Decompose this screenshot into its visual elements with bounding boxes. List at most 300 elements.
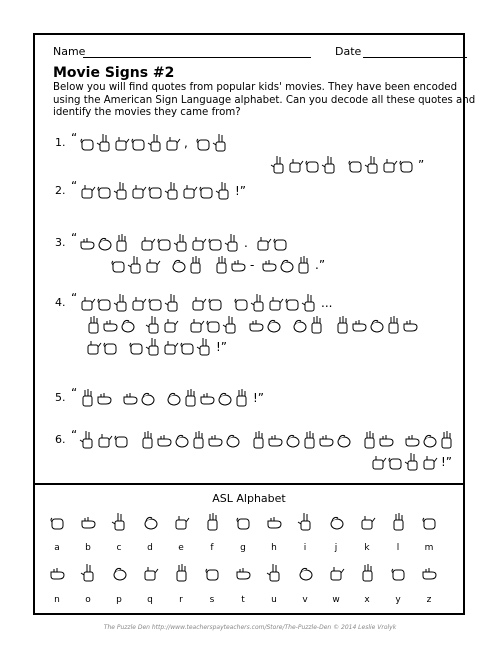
hand-sign-icon xyxy=(205,315,222,335)
hand-sign-glyph xyxy=(162,337,179,357)
hand-sign-icon xyxy=(96,133,113,153)
hand-sign-icon xyxy=(404,430,421,450)
page-title: Movie Signs #2 xyxy=(53,65,175,81)
question-number: 6. xyxy=(55,433,66,446)
hand-sign-icon xyxy=(156,430,173,450)
hand-sign-icon xyxy=(278,255,295,275)
instructions-line: using the American Sign Language alphabet. Can you decode all these quotes and xyxy=(53,94,476,106)
hand-sign-icon xyxy=(182,388,199,408)
hand-sign-glyph xyxy=(145,315,162,335)
hand-sign-glyph xyxy=(147,133,164,153)
alphabet-hand-sign xyxy=(421,511,438,531)
hand-sign-icon xyxy=(421,511,438,533)
hand-sign-glyph xyxy=(265,315,282,335)
alphabet-letter: d xyxy=(147,543,153,553)
punctuation-mark: !” xyxy=(441,455,453,469)
hand-sign-glyph xyxy=(181,181,198,201)
alphabet-letter: x xyxy=(364,595,370,605)
name-label: Name xyxy=(53,45,86,58)
hand-sign-glyph xyxy=(127,255,144,275)
hand-sign-icon xyxy=(421,430,438,450)
hand-sign-glyph xyxy=(224,430,241,450)
alphabet-letter: b xyxy=(85,543,91,553)
alphabet-letter: y xyxy=(395,595,401,605)
hand-sign-glyph xyxy=(404,430,421,450)
alphabet-hand-sign xyxy=(359,511,376,531)
hand-sign-glyph xyxy=(270,155,287,175)
hand-sign-icon xyxy=(170,255,187,275)
alphabet-hand-sign xyxy=(297,562,314,582)
date-label: Date xyxy=(335,45,362,58)
hand-sign-glyph xyxy=(385,315,402,335)
hand-sign-glyph xyxy=(398,155,415,175)
hand-sign-icon xyxy=(164,133,181,153)
hand-sign-icon xyxy=(266,562,283,584)
hand-sign-glyph xyxy=(144,255,161,275)
hand-sign-glyph xyxy=(335,430,352,450)
hand-sign-icon xyxy=(195,133,212,153)
hand-sign-icon xyxy=(96,388,113,408)
hand-sign-glyph xyxy=(207,233,224,253)
alphabet-hand-sign xyxy=(390,562,407,582)
hand-sign-icon xyxy=(390,511,407,533)
hand-sign-icon xyxy=(49,511,66,533)
hand-sign-icon xyxy=(181,181,198,201)
hand-sign-glyph xyxy=(272,233,289,253)
hand-sign-glyph xyxy=(145,337,162,357)
hand-sign-glyph xyxy=(213,255,230,275)
hand-sign-glyph xyxy=(119,315,136,335)
hand-sign-icon xyxy=(190,293,207,313)
hand-sign-glyph xyxy=(164,133,181,153)
hand-sign-icon xyxy=(85,337,102,357)
hand-sign-glyph xyxy=(156,430,173,450)
hand-sign-glyph xyxy=(96,233,113,253)
hand-sign-icon xyxy=(96,181,113,201)
hand-sign-glyph xyxy=(179,337,196,357)
hand-sign-glyph xyxy=(122,388,139,408)
hand-sign-glyph xyxy=(364,155,381,175)
alphabet-hand-sign xyxy=(142,562,159,582)
hand-sign-glyph xyxy=(421,430,438,450)
hand-sign-glyph xyxy=(261,255,278,275)
hand-sign-icon xyxy=(196,337,213,357)
hand-sign-glyph xyxy=(162,315,179,335)
alphabet-hand-sign xyxy=(328,562,345,582)
alphabet-hand-sign xyxy=(297,511,314,531)
hand-sign-glyph xyxy=(215,181,232,201)
hand-sign-icon xyxy=(162,315,179,335)
hand-sign-icon xyxy=(147,293,164,313)
alphabet-hand-sign xyxy=(142,511,159,531)
hand-sign-icon xyxy=(96,293,113,313)
hand-sign-icon xyxy=(173,562,190,584)
hand-sign-icon xyxy=(199,388,216,408)
hand-sign-glyph xyxy=(278,255,295,275)
hand-sign-icon xyxy=(142,562,159,584)
name-field[interactable] xyxy=(83,57,311,58)
alphabet-letter: k xyxy=(364,543,370,553)
alphabet-letter: h xyxy=(271,543,277,553)
hand-sign-glyph xyxy=(250,430,267,450)
hand-sign-icon xyxy=(248,315,265,335)
hand-sign-icon xyxy=(387,452,404,472)
hand-sign-icon xyxy=(122,388,139,408)
hand-sign-glyph xyxy=(387,452,404,472)
alphabet-letter: o xyxy=(85,595,91,605)
hand-sign-icon xyxy=(110,255,127,275)
open-quote-mark: “ xyxy=(71,179,78,193)
hand-sign-icon xyxy=(198,181,215,201)
hand-sign-icon xyxy=(255,233,272,253)
alphabet-letter: q xyxy=(147,595,153,605)
hand-sign-glyph xyxy=(128,337,145,357)
date-field[interactable] xyxy=(363,57,467,58)
hand-sign-icon xyxy=(404,452,421,472)
hand-sign-glyph xyxy=(207,293,224,313)
hand-sign-glyph xyxy=(212,133,229,153)
hand-sign-icon xyxy=(398,155,415,175)
hand-sign-icon xyxy=(165,388,182,408)
alphabet-hand-sign xyxy=(80,511,97,531)
hand-sign-glyph xyxy=(190,233,207,253)
hand-sign-icon xyxy=(96,430,113,450)
hand-sign-glyph xyxy=(164,181,181,201)
hand-sign-icon xyxy=(235,511,252,533)
hand-sign-icon xyxy=(139,388,156,408)
hand-sign-icon xyxy=(230,255,247,275)
question-number: 2. xyxy=(55,184,66,197)
hand-sign-glyph xyxy=(284,293,301,313)
hand-sign-glyph xyxy=(113,430,130,450)
hand-sign-icon xyxy=(378,430,395,450)
hand-sign-icon xyxy=(381,155,398,175)
hand-sign-glyph xyxy=(222,315,239,335)
hand-sign-icon xyxy=(164,293,181,313)
alphabet-letter: i xyxy=(303,543,307,553)
hand-sign-glyph xyxy=(79,388,96,408)
hand-sign-glyph xyxy=(207,430,224,450)
alphabet-letter: a xyxy=(54,543,60,553)
hand-sign-icon xyxy=(142,511,159,533)
open-quote-mark: “ xyxy=(71,428,78,442)
hand-sign-icon xyxy=(85,315,102,335)
hand-sign-glyph xyxy=(250,293,267,313)
alphabet-hand-sign xyxy=(173,562,190,582)
hand-sign-icon xyxy=(130,133,147,153)
alphabet-letter: j xyxy=(334,543,338,553)
punctuation-mark: !” xyxy=(235,184,247,198)
hand-sign-icon xyxy=(156,233,173,253)
alphabet-letter: s xyxy=(209,595,215,605)
hand-sign-icon xyxy=(79,181,96,201)
hand-sign-icon xyxy=(173,233,190,253)
hand-sign-icon xyxy=(139,430,156,450)
hand-sign-glyph xyxy=(85,315,102,335)
hand-sign-icon xyxy=(335,430,352,450)
hand-sign-icon xyxy=(267,293,284,313)
footer-credit: The Puzzle Den http://www.teacherspayteachers.com/Store/The-Puzzle-Den © 2014 Leslie Vrolyk xyxy=(103,624,397,631)
hand-sign-icon xyxy=(224,430,241,450)
hand-sign-icon xyxy=(147,133,164,153)
hand-sign-icon xyxy=(301,293,318,313)
hand-sign-icon xyxy=(147,181,164,201)
hand-sign-glyph xyxy=(96,430,113,450)
hand-sign-glyph xyxy=(96,133,113,153)
hand-sign-icon xyxy=(390,562,407,584)
alphabet-hand-sign xyxy=(266,511,283,531)
hand-sign-icon xyxy=(261,255,278,275)
hand-sign-icon xyxy=(235,562,252,584)
hand-sign-glyph xyxy=(308,315,325,335)
hand-sign-glyph xyxy=(334,315,351,335)
hand-sign-icon xyxy=(347,155,364,175)
hand-sign-glyph xyxy=(79,293,96,313)
hand-sign-glyph xyxy=(284,430,301,450)
instructions xyxy=(53,82,476,120)
hand-sign-glyph xyxy=(130,293,147,313)
hand-sign-glyph xyxy=(195,133,212,153)
punctuation-mark: !” xyxy=(216,340,228,354)
hand-sign-icon xyxy=(127,255,144,275)
hand-sign-icon xyxy=(295,255,312,275)
hand-sign-glyph xyxy=(198,181,215,201)
alphabet-letter: p xyxy=(116,595,122,605)
hand-sign-glyph xyxy=(188,315,205,335)
hand-sign-icon xyxy=(321,155,338,175)
hand-sign-icon xyxy=(250,430,267,450)
hand-sign-icon xyxy=(79,293,96,313)
hand-sign-glyph xyxy=(370,452,387,472)
alphabet-hand-sign xyxy=(173,511,190,531)
hand-sign-icon xyxy=(402,315,419,335)
hand-sign-glyph xyxy=(102,315,119,335)
hand-sign-icon xyxy=(284,293,301,313)
hand-sign-icon xyxy=(207,430,224,450)
hand-sign-icon xyxy=(328,562,345,584)
hand-sign-icon xyxy=(287,155,304,175)
hand-sign-icon xyxy=(188,315,205,335)
hand-sign-glyph xyxy=(233,388,250,408)
hand-sign-icon xyxy=(113,430,130,450)
hand-sign-glyph xyxy=(79,181,96,201)
alphabet-letter: z xyxy=(426,595,432,605)
hand-sign-glyph xyxy=(113,233,130,253)
hand-sign-icon xyxy=(207,293,224,313)
hand-sign-icon xyxy=(421,452,438,472)
hand-sign-icon xyxy=(364,155,381,175)
hand-sign-glyph xyxy=(301,293,318,313)
hand-sign-icon xyxy=(190,430,207,450)
hand-sign-icon xyxy=(359,562,376,584)
alphabet-hand-sign xyxy=(49,562,66,582)
alphabet-hand-sign xyxy=(49,511,66,531)
hand-sign-glyph xyxy=(130,181,147,201)
alphabet-letter: g xyxy=(240,543,246,553)
hand-sign-glyph xyxy=(113,181,130,201)
hand-sign-icon xyxy=(359,511,376,533)
hand-sign-icon xyxy=(49,562,66,584)
hand-sign-glyph xyxy=(267,430,284,450)
hand-sign-glyph xyxy=(295,255,312,275)
hand-sign-icon xyxy=(113,233,130,253)
hand-sign-glyph xyxy=(164,293,181,313)
punctuation-mark: .” xyxy=(315,258,326,272)
hand-sign-glyph xyxy=(291,315,308,335)
hand-sign-glyph xyxy=(102,337,119,357)
hand-sign-icon xyxy=(224,233,241,253)
hand-sign-glyph xyxy=(224,233,241,253)
hand-sign-glyph xyxy=(351,315,368,335)
hand-sign-glyph xyxy=(190,293,207,313)
alphabet-letter: t xyxy=(241,595,245,605)
alphabet-hand-sign xyxy=(390,511,407,531)
hand-sign-icon xyxy=(162,337,179,357)
hand-sign-glyph xyxy=(361,430,378,450)
worksheet xyxy=(33,33,476,615)
hand-sign-glyph xyxy=(267,293,284,313)
open-quote-mark: “ xyxy=(71,291,78,305)
hand-sign-glyph xyxy=(381,155,398,175)
alphabet-letter: w xyxy=(332,595,340,605)
alphabet-hand-sign xyxy=(235,562,252,582)
hand-sign-glyph xyxy=(199,388,216,408)
hand-sign-icon xyxy=(145,337,162,357)
hand-sign-icon xyxy=(204,511,221,533)
hand-sign-glyph xyxy=(173,430,190,450)
hand-sign-icon xyxy=(144,255,161,275)
question-number: 1. xyxy=(55,136,66,149)
hand-sign-icon xyxy=(250,293,267,313)
hand-sign-icon xyxy=(173,511,190,533)
hand-sign-glyph xyxy=(139,430,156,450)
hand-sign-icon xyxy=(113,181,130,201)
hand-sign-glyph xyxy=(79,133,96,153)
hand-sign-glyph xyxy=(196,337,213,357)
punctuation-mark: . xyxy=(244,236,248,250)
punctuation-mark: ” xyxy=(418,158,425,172)
hand-sign-icon xyxy=(297,562,314,584)
hand-sign-glyph xyxy=(79,430,96,450)
hand-sign-icon xyxy=(204,562,221,584)
hand-sign-icon xyxy=(80,511,97,533)
alphabet-letter: f xyxy=(210,543,214,553)
hand-sign-glyph xyxy=(130,133,147,153)
hand-sign-icon xyxy=(297,511,314,533)
hand-sign-icon xyxy=(164,181,181,201)
hand-sign-glyph xyxy=(170,255,187,275)
hand-sign-icon xyxy=(102,315,119,335)
hand-sign-glyph xyxy=(248,315,265,335)
hand-sign-glyph xyxy=(190,430,207,450)
hand-sign-glyph xyxy=(187,255,204,275)
hand-sign-icon xyxy=(308,315,325,335)
hand-sign-icon xyxy=(111,562,128,584)
hand-sign-icon xyxy=(421,562,438,584)
alphabet-hand-sign xyxy=(204,562,221,582)
punctuation-mark: ... xyxy=(321,296,333,310)
name-date-row xyxy=(53,45,453,61)
hand-sign-icon xyxy=(187,255,204,275)
hand-sign-icon xyxy=(190,233,207,253)
hand-sign-glyph xyxy=(205,315,222,335)
hand-sign-icon xyxy=(145,315,162,335)
hand-sign-icon xyxy=(267,430,284,450)
hand-sign-icon xyxy=(119,315,136,335)
question-number: 4. xyxy=(55,296,66,309)
hand-sign-glyph xyxy=(421,452,438,472)
hand-sign-icon xyxy=(216,388,233,408)
hand-sign-glyph xyxy=(96,181,113,201)
hand-sign-icon xyxy=(79,133,96,153)
hand-sign-glyph xyxy=(113,133,130,153)
hand-sign-glyph xyxy=(438,430,455,450)
open-quote-mark: “ xyxy=(71,231,78,245)
hand-sign-glyph xyxy=(173,233,190,253)
hand-sign-icon xyxy=(207,233,224,253)
question-number: 5. xyxy=(55,391,66,404)
hand-sign-icon xyxy=(96,233,113,253)
hand-sign-icon xyxy=(113,133,130,153)
hand-sign-icon xyxy=(270,155,287,175)
hand-sign-glyph xyxy=(402,315,419,335)
alphabet-hand-sign xyxy=(111,511,128,531)
alphabet-hand-sign xyxy=(111,562,128,582)
hand-sign-glyph xyxy=(139,233,156,253)
alphabet-title: ASL Alphabet xyxy=(212,492,286,505)
punctuation-mark: , xyxy=(184,136,188,150)
hand-sign-glyph xyxy=(378,430,395,450)
hand-sign-glyph xyxy=(182,388,199,408)
hand-sign-glyph xyxy=(347,155,364,175)
hand-sign-icon xyxy=(173,430,190,450)
hand-sign-glyph xyxy=(287,155,304,175)
alphabet-hand-sign xyxy=(359,562,376,582)
alphabet-hand-sign xyxy=(204,511,221,531)
hand-sign-icon xyxy=(213,255,230,275)
hand-sign-glyph xyxy=(318,430,335,450)
hand-sign-glyph xyxy=(110,255,127,275)
hand-sign-glyph xyxy=(404,452,421,472)
section-divider xyxy=(35,483,463,485)
hand-sign-glyph xyxy=(79,233,96,253)
alphabet-letter: r xyxy=(179,595,183,605)
hand-sign-glyph xyxy=(96,293,113,313)
alphabet-letter: l xyxy=(396,543,400,553)
hand-sign-icon xyxy=(233,388,250,408)
hand-sign-icon xyxy=(265,315,282,335)
alphabet-hand-sign xyxy=(80,562,97,582)
hand-sign-icon xyxy=(318,430,335,450)
hand-sign-glyph xyxy=(85,337,102,357)
hand-sign-icon xyxy=(368,315,385,335)
hand-sign-glyph xyxy=(233,293,250,313)
punctuation-mark: !” xyxy=(253,391,265,405)
hand-sign-icon xyxy=(80,562,97,584)
hand-sign-glyph xyxy=(113,293,130,313)
hand-sign-glyph xyxy=(139,388,156,408)
hand-sign-icon xyxy=(361,430,378,450)
hand-sign-icon xyxy=(79,430,96,450)
alphabet-letter: n xyxy=(54,595,60,605)
hand-sign-glyph xyxy=(368,315,385,335)
punctuation-mark: - xyxy=(250,258,255,272)
alphabet-letter: v xyxy=(302,595,308,605)
alphabet-hand-sign xyxy=(266,562,283,582)
alphabet-hand-sign xyxy=(421,562,438,582)
hand-sign-icon xyxy=(284,430,301,450)
hand-sign-glyph xyxy=(147,181,164,201)
